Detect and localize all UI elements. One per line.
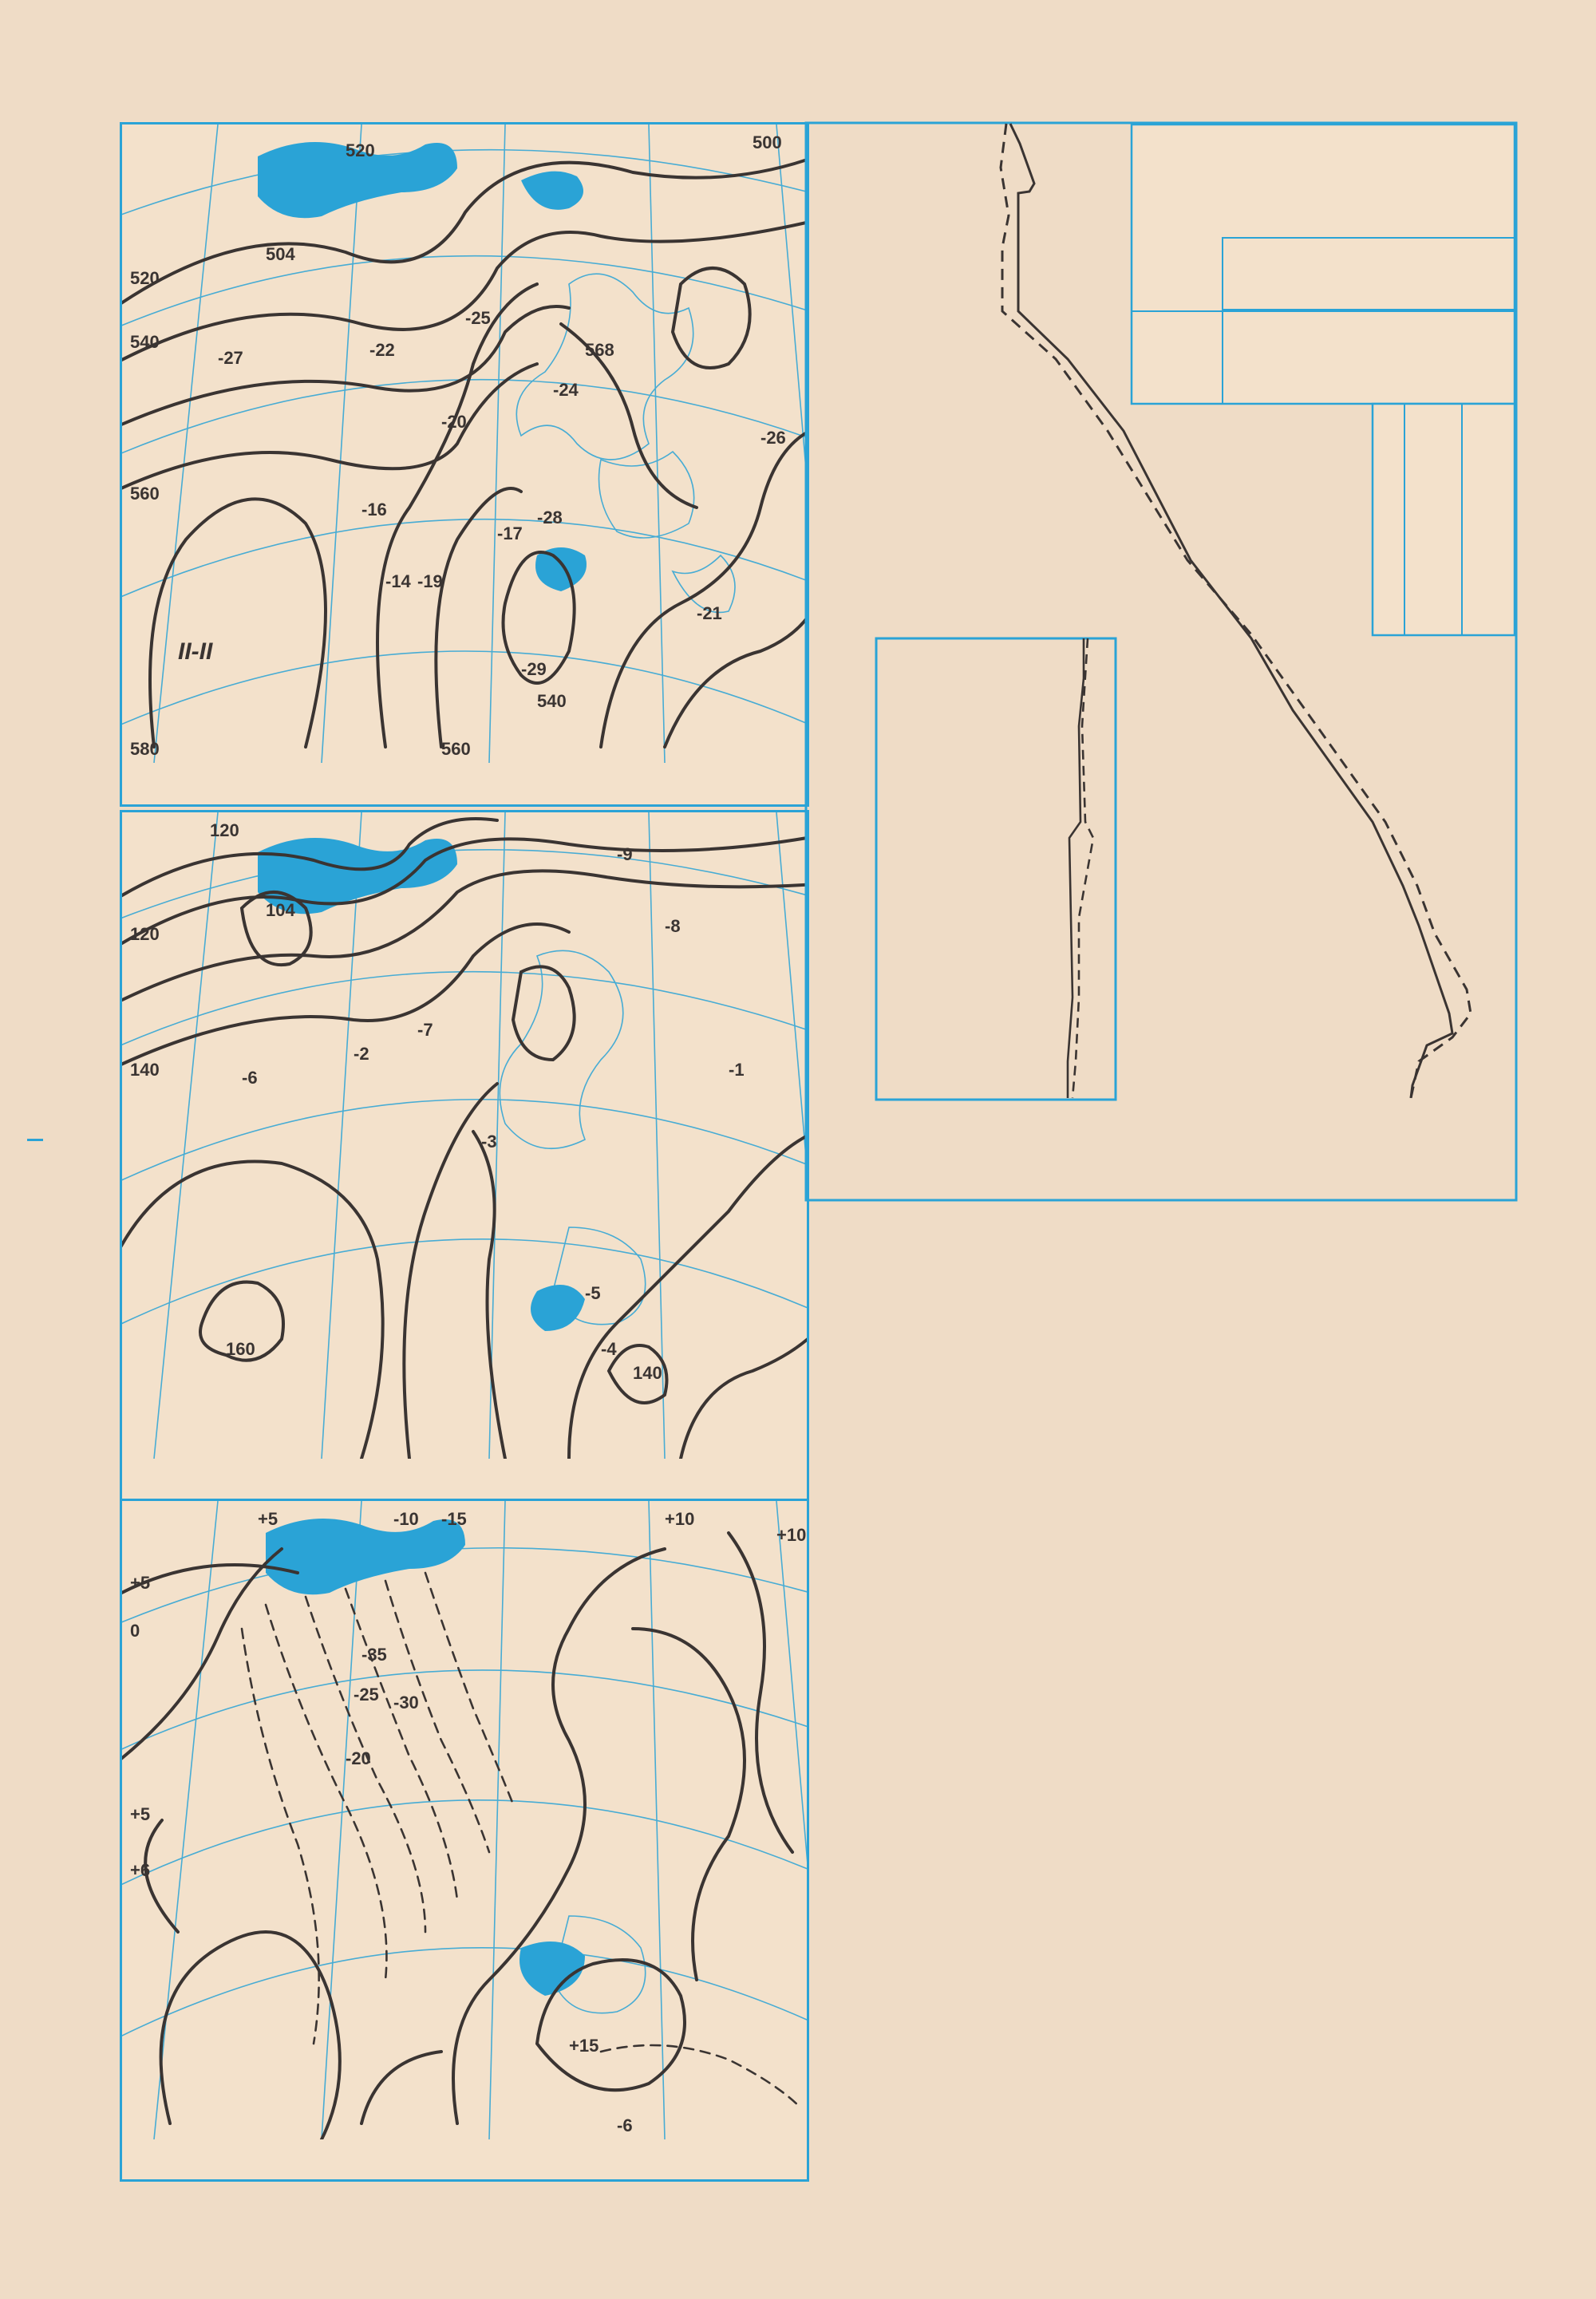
map-500hpa-label-8: -27 (218, 348, 243, 368)
map-change-label-11: +15 (569, 2036, 599, 2056)
map-change-label-3: -10 (393, 1509, 419, 1529)
dewpoint-curve-17jan (1068, 638, 1084, 1098)
map-850hpa-label-11: -8 (665, 916, 681, 936)
map-500hpa-label-24: II-II (178, 638, 213, 665)
map-850hpa-label-6: -2 (354, 1044, 369, 1064)
map-500hpa-label-9: -22 (369, 340, 395, 360)
map-change-label-13: +5 (130, 1804, 151, 1824)
map-change-label-2: +5 (130, 1573, 151, 1593)
map-500hpa-label-2: 500 (753, 132, 782, 152)
map-change-label-10: -35 (361, 1645, 387, 1665)
map-500hpa-label-5: 560 (130, 484, 160, 504)
legend-box (1132, 124, 1515, 404)
map-850hpa-label-10: -7 (417, 1020, 433, 1040)
map-pressure-change (120, 1499, 809, 2182)
wind-table (1373, 404, 1515, 635)
map-850hpa (120, 810, 809, 1503)
map-500hpa-label-1: 520 (346, 140, 375, 160)
dewpoint-box (876, 638, 1116, 1100)
map-850hpa-label-5: 160 (226, 1339, 255, 1359)
map-850hpa-label-8: -5 (585, 1283, 601, 1303)
map-change-label-12: +6 (130, 1860, 151, 1880)
margin-mark (27, 1139, 43, 1141)
map-500hpa-water-c (535, 547, 587, 591)
map-850hpa-label-4: 140 (130, 1060, 160, 1080)
map-500hpa-label-14: -26 (760, 428, 786, 448)
map-850hpa-label-13: -1 (729, 1060, 745, 1080)
map-change-label-4: -15 (441, 1509, 467, 1529)
map-500hpa-label-19: -21 (697, 603, 722, 623)
map-500hpa (120, 122, 809, 807)
map-850hpa-label-1: 120 (210, 820, 239, 840)
map-change-label-9: -30 (393, 1693, 419, 1712)
map-850hpa-label-3: 104 (266, 900, 295, 920)
map-850hpa-drawing (122, 812, 807, 1459)
map-850hpa-label-7: -3 (481, 1132, 497, 1151)
map-500hpa-water-b (521, 172, 583, 210)
map-change-label-14: -6 (617, 2115, 633, 2135)
map-pressure-change-drawing (122, 1501, 807, 2139)
map-850hpa-label-2: 120 (130, 924, 160, 944)
map-850hpa-label-14: -4 (601, 1339, 617, 1359)
map-500hpa-label-18: -29 (521, 659, 547, 679)
map-change-water-b (519, 1942, 585, 1996)
map-500hpa-label-6: 504 (266, 244, 295, 264)
map-850hpa-label-12: -9 (617, 844, 633, 864)
map-500hpa-label-3: 520 (130, 268, 160, 288)
map-850hpa-label-15: 140 (633, 1363, 662, 1383)
map-500hpa-label-15: -17 (497, 523, 523, 543)
sounding-diagram (804, 120, 1523, 1205)
map-850hpa-label-9: -6 (242, 1068, 258, 1088)
map-500hpa-label-7: -25 (465, 308, 491, 328)
map-500hpa-label-16: -16 (361, 500, 387, 519)
map-500hpa-label-23: 580 (130, 739, 160, 759)
map-500hpa-label-13: -28 (537, 508, 563, 527)
map-change-label-5: +10 (665, 1509, 695, 1529)
map-change-label-15: +10 (776, 1525, 807, 1545)
map-850hpa-water-b (531, 1285, 585, 1331)
map-500hpa-label-22: 540 (537, 691, 567, 711)
map-500hpa-label-4: 540 (130, 332, 160, 352)
map-500hpa-label-20: 560 (441, 739, 471, 759)
map-change-label-6: 0 (130, 1621, 140, 1641)
map-500hpa-label-11: -20 (441, 412, 467, 432)
map-500hpa-drawing (122, 124, 807, 763)
map-change-water-a (266, 1519, 465, 1594)
map-change-label-7: -20 (346, 1748, 371, 1768)
dewpoint-curve-16jan (1073, 638, 1093, 1098)
map-500hpa-label-10: -19 (417, 571, 443, 591)
map-500hpa-label-12: -24 (553, 380, 579, 400)
map-change-label-1: +5 (258, 1509, 279, 1529)
map-500hpa-label-21: 568 (585, 340, 614, 360)
map-500hpa-label-17: -14 (385, 571, 411, 591)
map-change-label-8: -25 (354, 1685, 379, 1704)
